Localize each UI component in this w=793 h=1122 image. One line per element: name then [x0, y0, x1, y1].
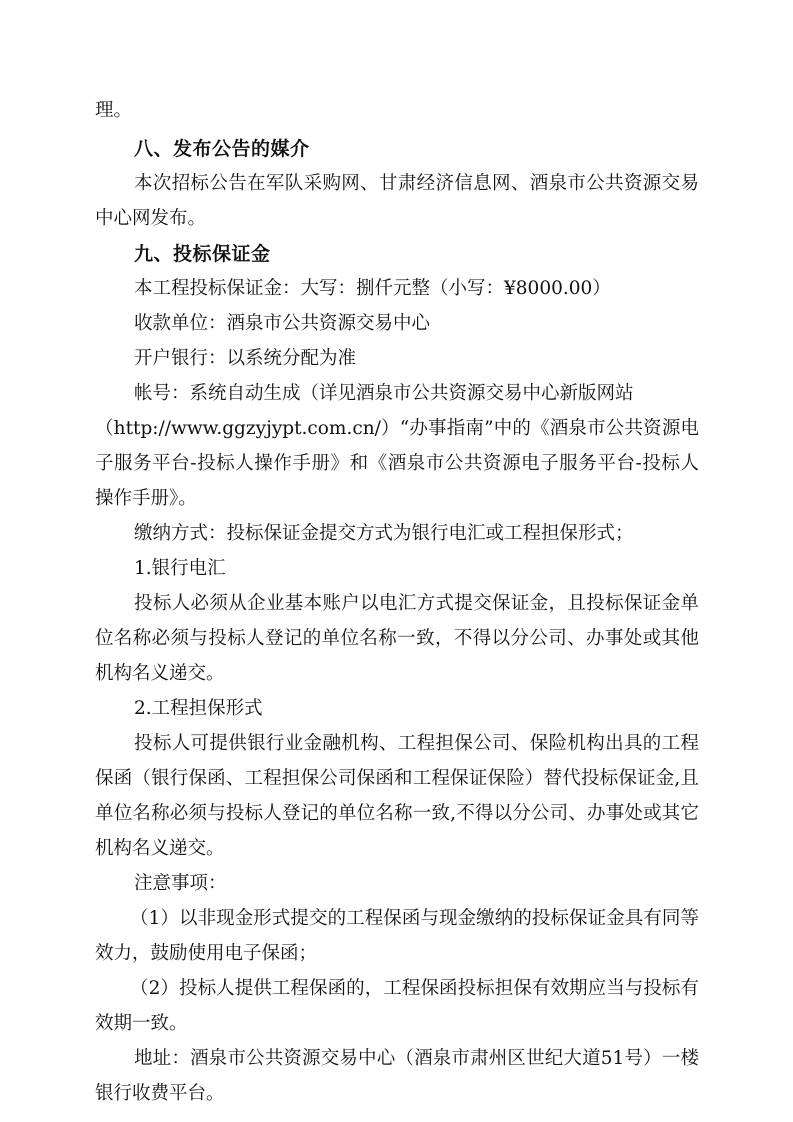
bank-transfer-paragraph-line-2: 位名称必须与投标人登记的单位名称一致，不得以分公司、办事处或其他: [95, 628, 699, 649]
note-2-line-2: 效期一致。: [95, 1013, 188, 1034]
note-2-line-1: （2）投标人提供工程保函的，工程保函投标担保有效期应当与投标有: [130, 978, 699, 999]
note-1-line-1: （1）以非现金形式提交的工程保函与现金缴纳的投标保证金具有同等: [130, 908, 699, 929]
account-line-3: 子服务平台-投标人操作手册》和《酒泉市公共资源电子服务平台-投标人: [95, 453, 699, 474]
guarantee-paragraph-line-1: 投标人可提供银行业金融机构、工程担保公司、保险机构出具的工程: [134, 733, 699, 754]
media-paragraph-line-2: 中心网发布。: [95, 208, 207, 229]
subheading-guarantee-form: 2.工程担保形式: [134, 698, 263, 719]
guarantee-paragraph-line-4: 机构名义递交。: [95, 838, 225, 859]
notes-heading: 注意事项：: [134, 873, 227, 894]
account-line-1: 帐号：系统自动生成（详见酒泉市公共资源交易中心新版网站: [134, 383, 634, 404]
address-line-2: 银行收费平台。: [95, 1083, 225, 1104]
account-line-4: 操作手册》。: [95, 488, 197, 509]
bank-line: 开户银行：以系统分配为准: [134, 348, 357, 369]
guarantee-paragraph-line-2: 保函（银行保函、工程担保公司保函和工程保证保险）替代投标保证金,且: [95, 768, 699, 789]
media-paragraph-line-1: 本次招标公告在军队采购网、甘肃经济信息网、酒泉市公共资源交易: [134, 173, 699, 194]
section-heading-8: 八、发布公告的媒介: [134, 138, 310, 160]
bank-transfer-paragraph-line-1: 投标人必须从企业基本账户以电汇方式提交保证金，且投标保证金单: [134, 593, 699, 614]
section-heading-9: 九、投标保证金: [134, 243, 271, 265]
payment-method-line: 缴纳方式：投标保证金提交方式为银行电汇或工程担保形式；: [134, 523, 634, 544]
subheading-bank-transfer: 1.银行电汇: [134, 558, 226, 579]
paragraph-continuation-line: 理。: [95, 100, 133, 121]
guarantee-paragraph-line-3: 单位名称必须与投标人登记的单位名称一致,不得以分公司、办事处或其它: [95, 803, 699, 824]
address-line-1: 地址：酒泉市公共资源交易中心（酒泉市肃州区世纪大道51号）一楼: [134, 1048, 699, 1069]
deposit-amount-line: 本工程投标保证金：大写：捌仟元整（小写：¥8000.00）: [134, 278, 611, 299]
note-1-line-2: 效力，鼓励使用电子保函；: [95, 943, 318, 964]
payee-line: 收款单位：酒泉市公共资源交易中心: [134, 313, 431, 334]
bank-transfer-paragraph-line-3: 机构名义递交。: [95, 663, 225, 684]
account-line-2: （http://www.ggzyjypt.com.cn/）“办事指南”中的《酒泉市公共资源电: [95, 418, 699, 439]
